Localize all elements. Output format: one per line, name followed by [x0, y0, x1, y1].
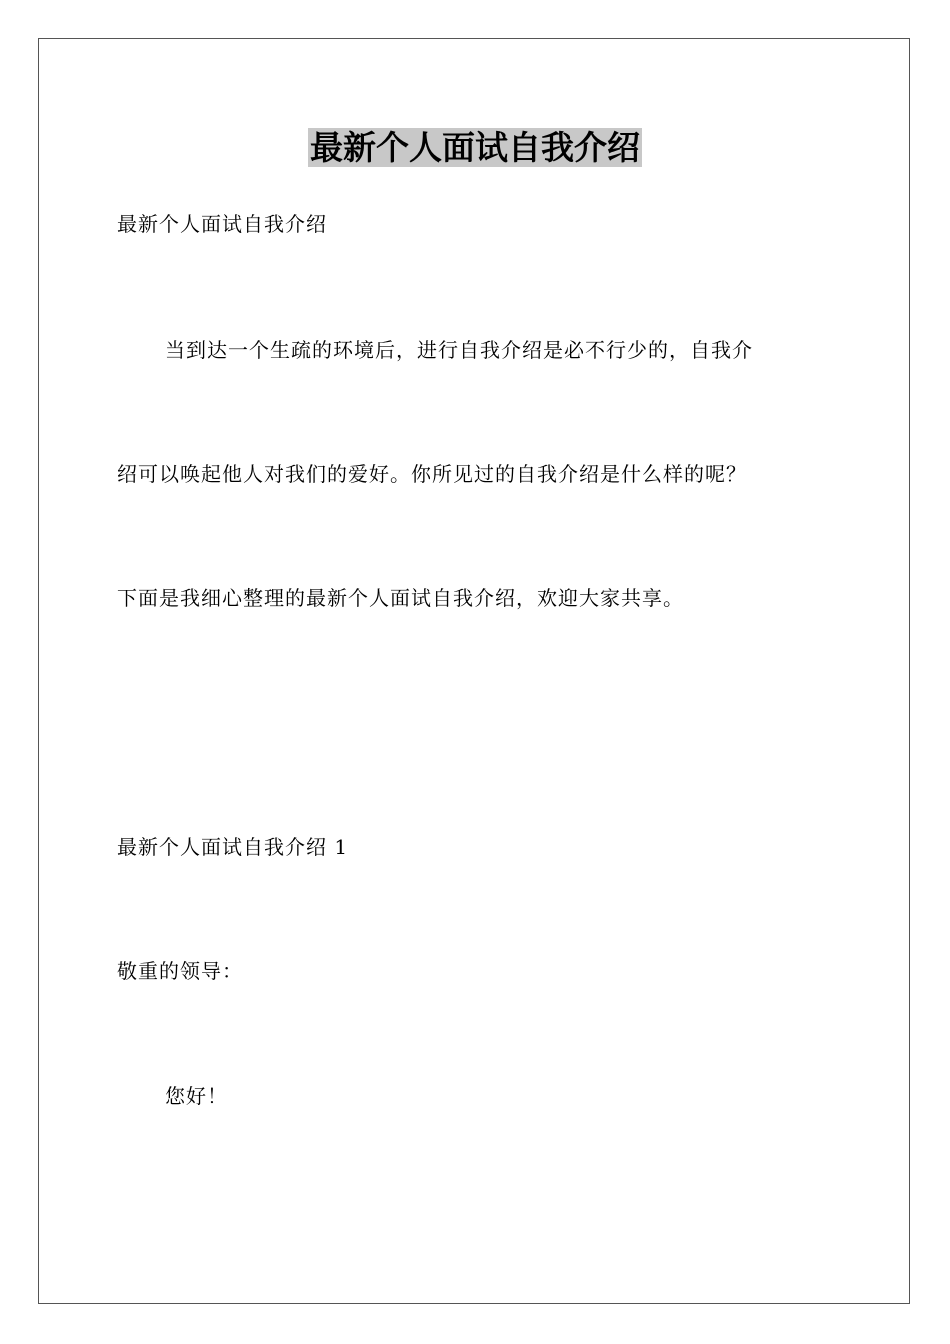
document-subtitle: 最新个人面试自我介绍 — [117, 212, 327, 236]
intro-line-3: 下面是我细心整理的最新个人面试自我介绍，欢迎大家共享。 — [117, 586, 684, 610]
salutation: 敬重的领导： — [117, 959, 243, 983]
greeting: 您好！ — [165, 1084, 228, 1108]
document-title — [0, 127, 950, 169]
document-title-text: 最新个人面试自我介绍 — [310, 128, 640, 167]
intro-line-1: 当到达一个生疏的环境后，进行自我介绍是必不行少的，自我介 — [165, 338, 753, 362]
intro-line-2: 绍可以唤起他人对我们的爱好。你所见过的自我介绍是什么样的呢？ — [117, 462, 747, 486]
section-heading: 最新个人面试自我介绍 1 — [117, 835, 349, 859]
